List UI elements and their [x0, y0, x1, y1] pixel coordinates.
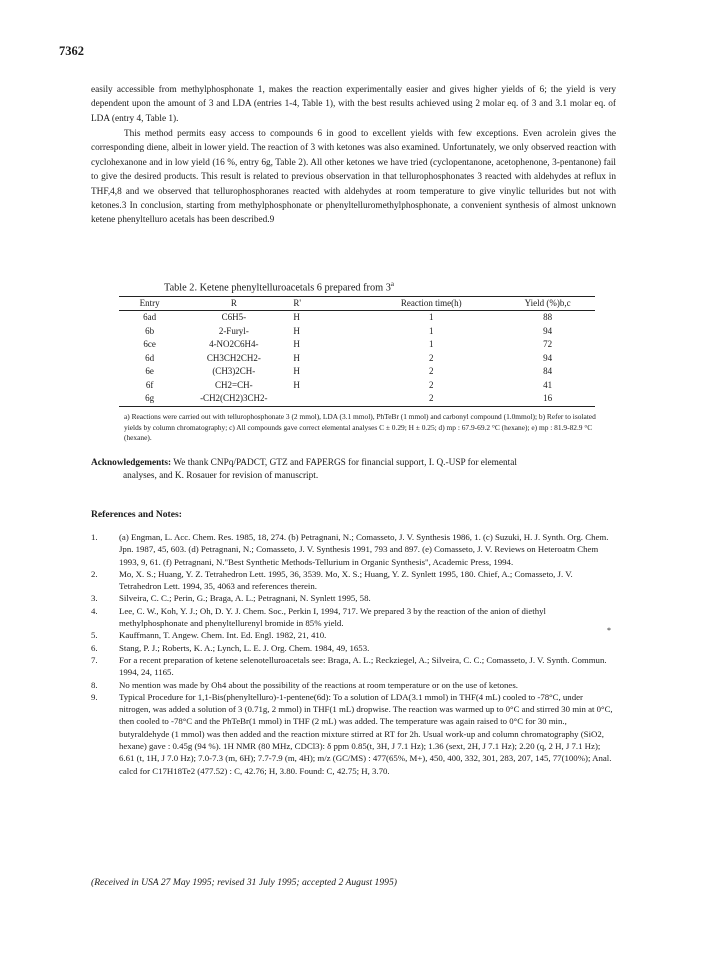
table-caption-text: Table 2. Ketene phenyltelluroacetals 6 prepared from 3	[164, 282, 391, 294]
references-list	[91, 531, 616, 777]
cell-yield: 16	[500, 392, 595, 406]
reference-item	[91, 691, 616, 777]
cell-reaction-time: 2	[362, 392, 500, 406]
reference-text: Stang, P. J.; Roberts, K. A.; Lynch, L. E. J. Org. Chem. 1984, 49, 1653.	[119, 642, 370, 653]
cell-yield: 41	[543, 379, 553, 390]
table-header-row	[119, 297, 595, 311]
cell-r: C6H5-	[221, 312, 247, 322]
cell-r: 2-Furyl-	[218, 325, 249, 336]
table-row	[119, 365, 595, 379]
cell-r-prime: H	[293, 339, 300, 349]
cell-r: CH3CH2CH2-	[206, 352, 261, 363]
header-r: R	[180, 297, 287, 311]
reference-item	[91, 679, 616, 691]
header-yield: Yield (%)b,c	[500, 297, 595, 311]
table-footnote: a) Reactions were carried out with tellurophosphonate 3 (2 mmol), LDA (3.1 mmol), PhTeBr (1 mmol) and carbonyl compound (1.0mmol); b) Refer to isolated yields by column chromatography; c) All compounds gave correct elemental analyses C ± 0.29; H ± 0.25; d) mp : 67.9-69.2 °C (hexane); e) mp : 81.9-82.9 °C (hexane).	[124, 412, 596, 443]
cell-r: CH2=CH-	[215, 379, 253, 390]
reference-item	[91, 642, 616, 654]
cell-yield: 88	[543, 312, 553, 322]
cell-yield: 72	[543, 339, 553, 349]
cell-entry: 6g	[119, 392, 180, 406]
cell-reaction-time: 1	[429, 339, 434, 349]
reference-number: 3.	[91, 593, 98, 604]
reference-item	[91, 531, 616, 568]
cell-r-prime: H	[293, 379, 300, 390]
cell-r: -CH2(CH2)3CH2-	[180, 392, 287, 406]
body-paragraph-2	[91, 127, 616, 228]
cell-entry: 6e	[145, 366, 154, 376]
table-row	[119, 325, 595, 339]
reference-item	[91, 592, 616, 604]
table-row	[119, 338, 595, 352]
reference-text: Mo, X. S.; Huang, Y. Z. Tetrahedron Lett. 1995, 36, 3539. Mo, X. S.; Huang, Y. Z. Synlett 1995, 180. Chief, A.; Comasseto, J. V. Tetrahedron Lett. 1994, 35, 4063 and references therein.	[119, 568, 573, 592]
cell-r-prime: H	[293, 352, 300, 363]
cell-r-prime: H	[293, 312, 300, 322]
cell-reaction-time: 1	[429, 312, 434, 322]
reference-text: Kauffmann, T. Angew. Chem. Int. Ed. Engl. 1982, 21, 410.	[119, 630, 327, 641]
reference-item	[91, 605, 616, 630]
reference-number: 5.	[91, 630, 98, 641]
acknowledgements	[91, 457, 616, 483]
page-number: 7362	[59, 44, 84, 58]
cell-r-prime	[287, 392, 362, 406]
reference-text: Typical Procedure for 1,1-Bis(phenyltelluro)-1-pentene(6d): To a solution of LDA(3.1 mmol) in THF(4 mL) cooled to -78°C, under nitrogen, was added a solution of 3 (0.71g, 2 mmol) in THF(1 mL) dropwise. The reaction was warmed up to 0°C and stirred 30 min at 0°C, then cooled to -78°C and the PhTeBr(1 mmol) in THF (2 mL) was added. The temperature was again raised to 0°C for 30 min., butyraldehyde (1 mmol) was then added and the reaction mixture stirred at RT for 2h. Usual work-up and column chromatography (SiO2, hexane) gave : 0.45g (94 %). 1H NMR (80 MHz, CDCl3): δ ppm 0.85(t, 3H, J 7.1 Hz); 1.36 (sext, 2H, J 7.1 Hz); 2.20 (q, 2 H, J 7.1 Hz); 6.61 (t, 1H, J 7.0 Hz); 7.0-7.3 (m, 6H); 7.7-7.9 (m, 4H); m/z (GC/MS) : 477(65%, M+), 450, 400, 332, 301, 283, 207, 145, 77(100%); Anal. calcd for C17H18Te2 (477.52) : C, 42.76; H, 3.80. Found: C, 42.75; H, 3.70.	[119, 691, 613, 776]
cell-entry: 6f	[145, 379, 154, 390]
cell-entry: 6b	[145, 325, 155, 336]
ketene-table	[119, 296, 595, 407]
reference-number: 9.	[91, 691, 98, 702]
reference-number: 1.	[91, 532, 98, 542]
cell-reaction-time: 2	[429, 379, 434, 390]
table-caption	[164, 280, 394, 293]
reference-number: 6.	[91, 642, 98, 653]
reference-item	[91, 654, 616, 679]
body-paragraph-2-text: This method permits easy access to compounds 6 in good to excellent yields with few exceptions. Even acrolein gives the corresponding diene, albeit in lower yield. The reaction of 3 with ketones was also examined. Unfortunately, we only observed reaction with cyclohexanone and in low yield (16 %, entry 6g, Table 2). All other ketones we have tried (cyclopentanone, acetophenone, 3-pentanone) fail to give the desired products. This result is related to previous observation in that tellurophosphonates 3 reacted with aldehydes at reflux in THF,4,8 and we observed that tellurophosphoranes reacted with aldehydes at room temperature to give vinylic tellurides but not with ketones.3 In conclusion, starting from methylphosphonate or phenyltelluromethylphosphonate, a convenient synthesis of almost unknown ketene phenyltelluro acetals has been described.9	[91, 129, 616, 226]
reference-text: For a recent preparation of ketene selenotelluroacetals see: Braga, A. L.; Reckziegel, A.; Silveira, C. C.; Comasseto, J. V. Synth. Commun. 1994, 24, 1165.	[119, 654, 607, 678]
cell-entry: 6d	[145, 352, 155, 363]
cell-reaction-time: 2	[429, 366, 434, 376]
table-row	[119, 311, 595, 325]
ack-line-1: We thank CNPq/PADCT, GTZ and FAPERGS for financial support, I. Q.-USP for elemental	[171, 458, 517, 468]
cell-r: (CH3)2CH-	[212, 366, 256, 376]
cell-entry: 6ad	[143, 312, 157, 322]
cell-reaction-time: 2	[429, 352, 434, 363]
reference-item	[91, 629, 616, 641]
cell-reaction-time: 1	[429, 325, 434, 336]
header-reaction-time: Reaction time(h)	[362, 297, 500, 311]
cell-entry: 6ce	[143, 339, 156, 349]
table-caption-sup: a	[390, 280, 394, 288]
table-row	[119, 379, 595, 393]
cell-yield: 94	[543, 352, 553, 363]
reference-text: Lee, C. W., Koh, Y. J.; Oh, D. Y. J. Chem. Soc., Perkin I, 1994, 717. We prepared 3 by the reaction of the anion of diethyl methylphosphonate and phenyltellurenyl bromide in 85% yield.	[119, 605, 546, 629]
cell-r-prime: H	[293, 366, 300, 376]
reference-number: 2.	[91, 568, 98, 579]
cell-r: 4-NO2C6H4-	[209, 339, 259, 349]
table-row	[119, 352, 595, 366]
references-heading: References and Notes:	[91, 509, 182, 520]
header-r-prime: R'	[287, 297, 362, 311]
reference-text: (a) Engman, L. Acc. Chem. Res. 1985, 18, 274. (b) Petragnani, N.; Comasseto, J. V. Synthesis 1986, 1. (c) Suzuki, H. J. Synth. Org. Chem. Jpn. 1987, 45, 603. (d) Petragnani, N.; Comasseto, J. V. Synthesis 1991, 793 and 897. (e) Comasseto, J. V. Reviews on Heteroatm Chem 1993, 9, 61. (f) Petragnani, N."Best Synthetic Methods-Tellurium in Organic Synthesis", Academic Press, 1994.	[119, 532, 609, 567]
reference-item	[91, 568, 616, 593]
header-entry: Entry	[119, 297, 180, 311]
body-paragraph-1: easily accessible from methylphosphonate 1, makes the reaction experimentally easier and gives higher yields of 6; the yield is very dependent upon the amount of 3 and LDA (entries 1-4, Table 1), with the best results achieved using 2 molar eq. of 3 and 3.1 molar eq. of LDA (entry 4, Table 1).	[91, 85, 616, 124]
ack-heading: Acknowledgements:	[91, 458, 172, 468]
reference-number: 7.	[91, 654, 98, 665]
cell-yield: 94	[543, 325, 553, 336]
cell-yield: 84	[543, 366, 553, 376]
reference-text: No mention was made by Oh4 about the possibility of the reactions at room temperature or on the use of ketones.	[119, 679, 518, 690]
reference-number: 8.	[91, 679, 98, 690]
ack-line-2: analyses, and K. Rosauer for revision of manuscript.	[123, 471, 319, 481]
table-row	[119, 392, 595, 406]
received-dates: (Received in USA 27 May 1995; revised 31 July 1995; accepted 2 August 1995)	[91, 877, 397, 888]
stray-mark: *	[607, 626, 611, 635]
reference-number: 4.	[91, 605, 98, 616]
cell-r-prime: H	[293, 325, 300, 336]
reference-text: Silveira, C. C.; Perin, G.; Braga, A. L.; Petragnani, N. Synlett 1995, 58.	[119, 593, 371, 604]
